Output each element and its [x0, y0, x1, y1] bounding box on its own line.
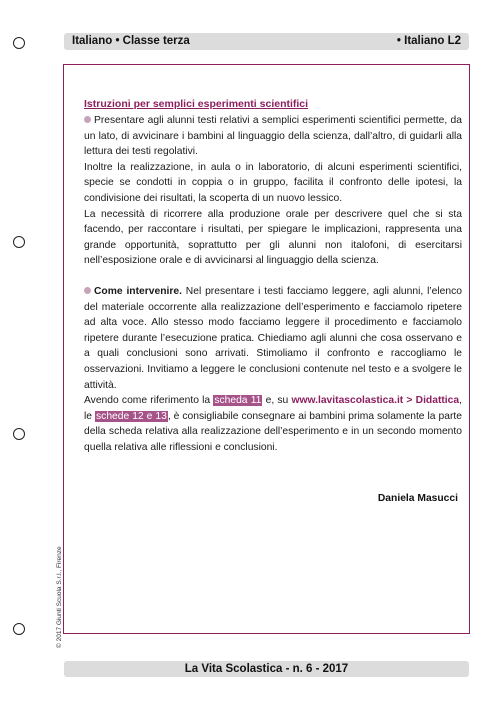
binder-hole-4	[13, 623, 25, 635]
section-title: Istruzioni per semplici esperimenti scientifici	[84, 98, 309, 110]
website-link[interactable]: www.lavitascolastica.it > Didattica	[291, 395, 460, 407]
paragraph-intro: Presentare agli alunni testi relativi a semplici esperimenti scientifici permette, da un lato, di avvicinare i bambini al linguaggio della scienza, dall’altro, di guidarli alla lettura dei testi regolativi.	[84, 115, 462, 158]
paragraph-realization: Inoltre la realizzazione, in aula o in laboratorio, di alcuni esperimenti scientifici, specie se condotti in coppia o in gruppo, facilita il confronto delle ipotesi, la condivisione dei risultati, la scoperta di un nuovo lessico.	[84, 161, 462, 204]
binder-hole-2	[13, 236, 25, 248]
schede-12-13-tag: schede 12 e 13	[96, 410, 167, 422]
binder-hole-3	[13, 428, 25, 440]
paragraph-how-to: Come intervenire. Nel presentare i testi facciamo leggere, agli alunni, l’elenco del materiale occorrente alla realizzazione dell’esperimento e facciamolo ripetere ad alta voce. Allo stesso modo facciamo leggere il procedimento e facciamolo ripetere durante l’esecuzione pratica. Chiediamo agli alunni che cosa osservano e a quali conclusioni sono arrivati. Stimoliamo il confronto e raccogliamo le osservazioni. Invitiamo a leggere le conclusioni contenute nel testo e a svolgere le attività.	[84, 285, 462, 391]
copyright-note: © 2017 Giunti Scuola S.r.l., Firenze	[56, 546, 63, 648]
scheda-11-tag: scheda 11	[214, 395, 262, 407]
header-section: • Italiano L2	[396, 35, 461, 47]
paragraph-oral: La necessità di ricorrere alla produzione orale per descrivere quel che si sta facendo, per raccontare i risultati, per spiegare le implicazioni, rappresenta una grande opportunità, soprattutto per gli alunni non italofoni, di esercitarsi nell’esposizione orale e di avvicinarsi al linguaggio della scienza.	[84, 208, 462, 267]
author-signature: Daniela Masucci	[377, 493, 458, 504]
binder-hole-1	[13, 37, 25, 49]
page-header	[64, 33, 469, 50]
article-body	[84, 98, 462, 455]
bullet-icon	[84, 287, 91, 294]
paragraph-reference: Avendo come riferimento la scheda 11 e, su www.lavitascolastica.it > Didattica, le schede 12 e 13, è consigliabile consegnare ai bambini prima solamente la parte della scheda relativa alla realizzazione dell’esperimento e in un secondo momento quella relativa alle riflessioni e conclusioni.	[84, 395, 462, 453]
header-subject: Italiano • Classe terza	[72, 35, 190, 47]
bullet-icon	[84, 116, 91, 123]
how-to-label: Come intervenire.	[94, 285, 182, 297]
page-footer: La Vita Scolastica - n. 6 - 2017	[64, 661, 469, 677]
